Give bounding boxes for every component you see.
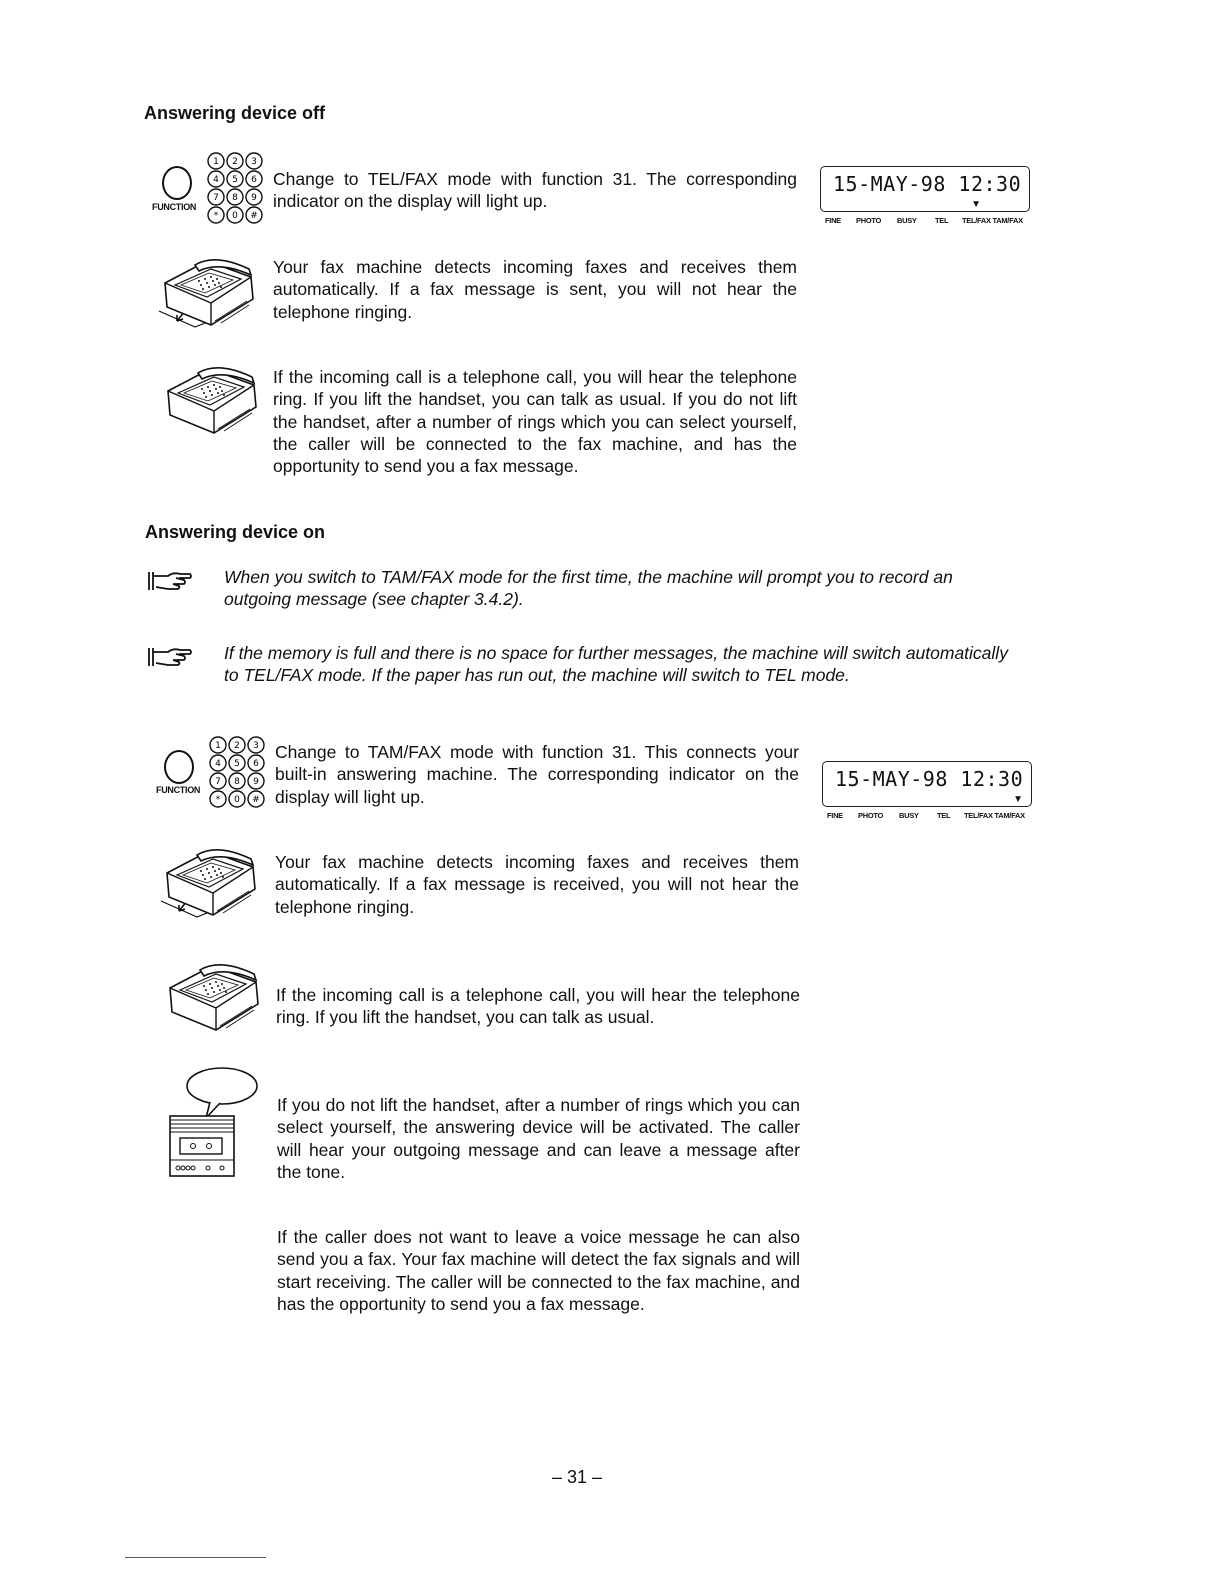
instruction-tamfax: Change to TAM/FAX mode with function 31. This connects your built-in answering machine. The corresponding indicator on the display will light up. [275,742,799,807]
fax-machine-phone-icon [158,363,268,438]
instruction-telfax: Change to TEL/FAX mode with function 31. The corresponding indicator on the display will light up. [273,169,797,212]
keypad-key-label: 7 [215,777,221,788]
paragraph-fax-detect: Your fax machine detects incoming faxes and receives them automatically. If a fax message is sent, you will not hear the telephone ringing. [273,257,797,322]
keypad-key-label: 3 [251,157,257,168]
keypad-key-label: 2 [232,157,238,168]
keypad-icon [205,150,271,226]
lcd-display-text: 15-MAY-98 12:30 [833,172,1022,196]
lcd-display-text: 15-MAY-98 12:30 [835,767,1024,791]
indicator-arrow-icon: ▼ [1013,794,1023,805]
paragraph-fax-detect: Your fax machine detects incoming faxes and receives them automatically. If a fax message is received, you will not hear the telephone ringing. [275,852,799,917]
keypad-key-label: 6 [251,175,257,186]
page-number: – 31 – [552,1467,603,1487]
function-button-icon [162,166,192,200]
keypad-key-label: 9 [253,777,259,788]
heading-answering-device-on: Answering device on [145,522,326,542]
keypad-key-label: # [250,211,258,222]
keypad-key-label: 2 [234,741,240,752]
paragraph-voice-or-fax: If the caller does not want to leave a voice message he can also send you a fax. Your fax machine will detect the fax signals and will start receiving. The caller will be connected to the fax machine, and has the opportunity to send you a fax message. [277,1227,800,1314]
indicator-photo: PHOTO [856,216,882,225]
indicator-arrow-icon: ▼ [971,199,981,210]
fax-machine-phone-icon [160,960,270,1035]
keypad-key-label: 1 [215,741,221,752]
keypad-key-label: 8 [234,777,240,788]
keypad-key-label: 1 [213,157,219,168]
paragraph-answering-device: If you do not lift the handset, after a number of rings which you can select yourself, the answering device will be activated. The caller will hear your outgoing message and can leave a message after the tone. [277,1095,800,1182]
keypad-key-label: 6 [253,759,259,770]
keypad-key-label: 0 [232,211,238,222]
paragraph-phone-call: If the incoming call is a telephone call, you will hear the telephone ring. If you lift the handset, you can talk as usual. If you do not lift the handset, after a number of rings which you can select yourself, the caller will be connected to the fax machine, and has the opportunity to send you a fax message. [273,367,797,477]
note-memory-full: If the memory is full and there is no space for further messages, the machine will switch automatically to TEL/FAX mode. If the paper has run out, the machine will switch to TEL mode. [224,643,1008,686]
fax-machine-receiving-icon [155,255,265,330]
indicator-telfax-tamfax: TEL/FAX TAM/FAX [964,811,1025,820]
function-label: FUNCTION [156,785,201,795]
indicator-tel: TEL [937,811,951,820]
answering-machine-icon [164,1064,264,1180]
fax-machine-receiving-icon [157,845,267,920]
keypad-icon [207,734,273,810]
display-indicators [827,811,1037,821]
indicator-fine: FINE [827,811,843,820]
note-first-time: When you switch to TAM/FAX mode for the first time, the machine will prompt you to record an outgoing message (see chapter 3.4.2). [224,567,953,610]
keypad-key-label: # [252,795,260,806]
keypad-key-label: * [213,211,219,222]
lcd-display [820,166,1030,212]
paragraph-phone-call: If the incoming call is a telephone call, you will hear the telephone ring. If you lift the handset, you can talk as usual. [276,985,800,1028]
keypad-key-label: * [215,795,221,806]
display-indicators [825,216,1035,226]
heading-answering-device-off: Answering device off [144,103,326,123]
lcd-display [822,761,1032,807]
keypad-key-label: 4 [215,759,221,770]
keypad-key-label: 8 [232,193,238,204]
keypad-key-label: 4 [213,175,219,186]
function-label: FUNCTION [152,202,197,212]
keypad-key-label: 7 [213,193,219,204]
indicator-photo: PHOTO [858,811,884,820]
indicator-busy: BUSY [897,216,917,225]
indicator-fine: FINE [825,216,841,225]
keypad-key-label: 0 [234,795,240,806]
function-button-icon [164,750,194,784]
indicator-busy: BUSY [899,811,919,820]
keypad-key-label: 5 [234,759,240,770]
keypad-key-label: 9 [251,193,257,204]
footer-rule [125,1557,266,1558]
pointing-hand-icon [146,567,194,593]
keypad-key-label: 3 [253,741,259,752]
indicator-tel: TEL [935,216,949,225]
indicator-telfax-tamfax: TEL/FAX TAM/FAX [962,216,1023,225]
pointing-hand-icon [146,643,194,669]
keypad-key-label: 5 [232,175,238,186]
